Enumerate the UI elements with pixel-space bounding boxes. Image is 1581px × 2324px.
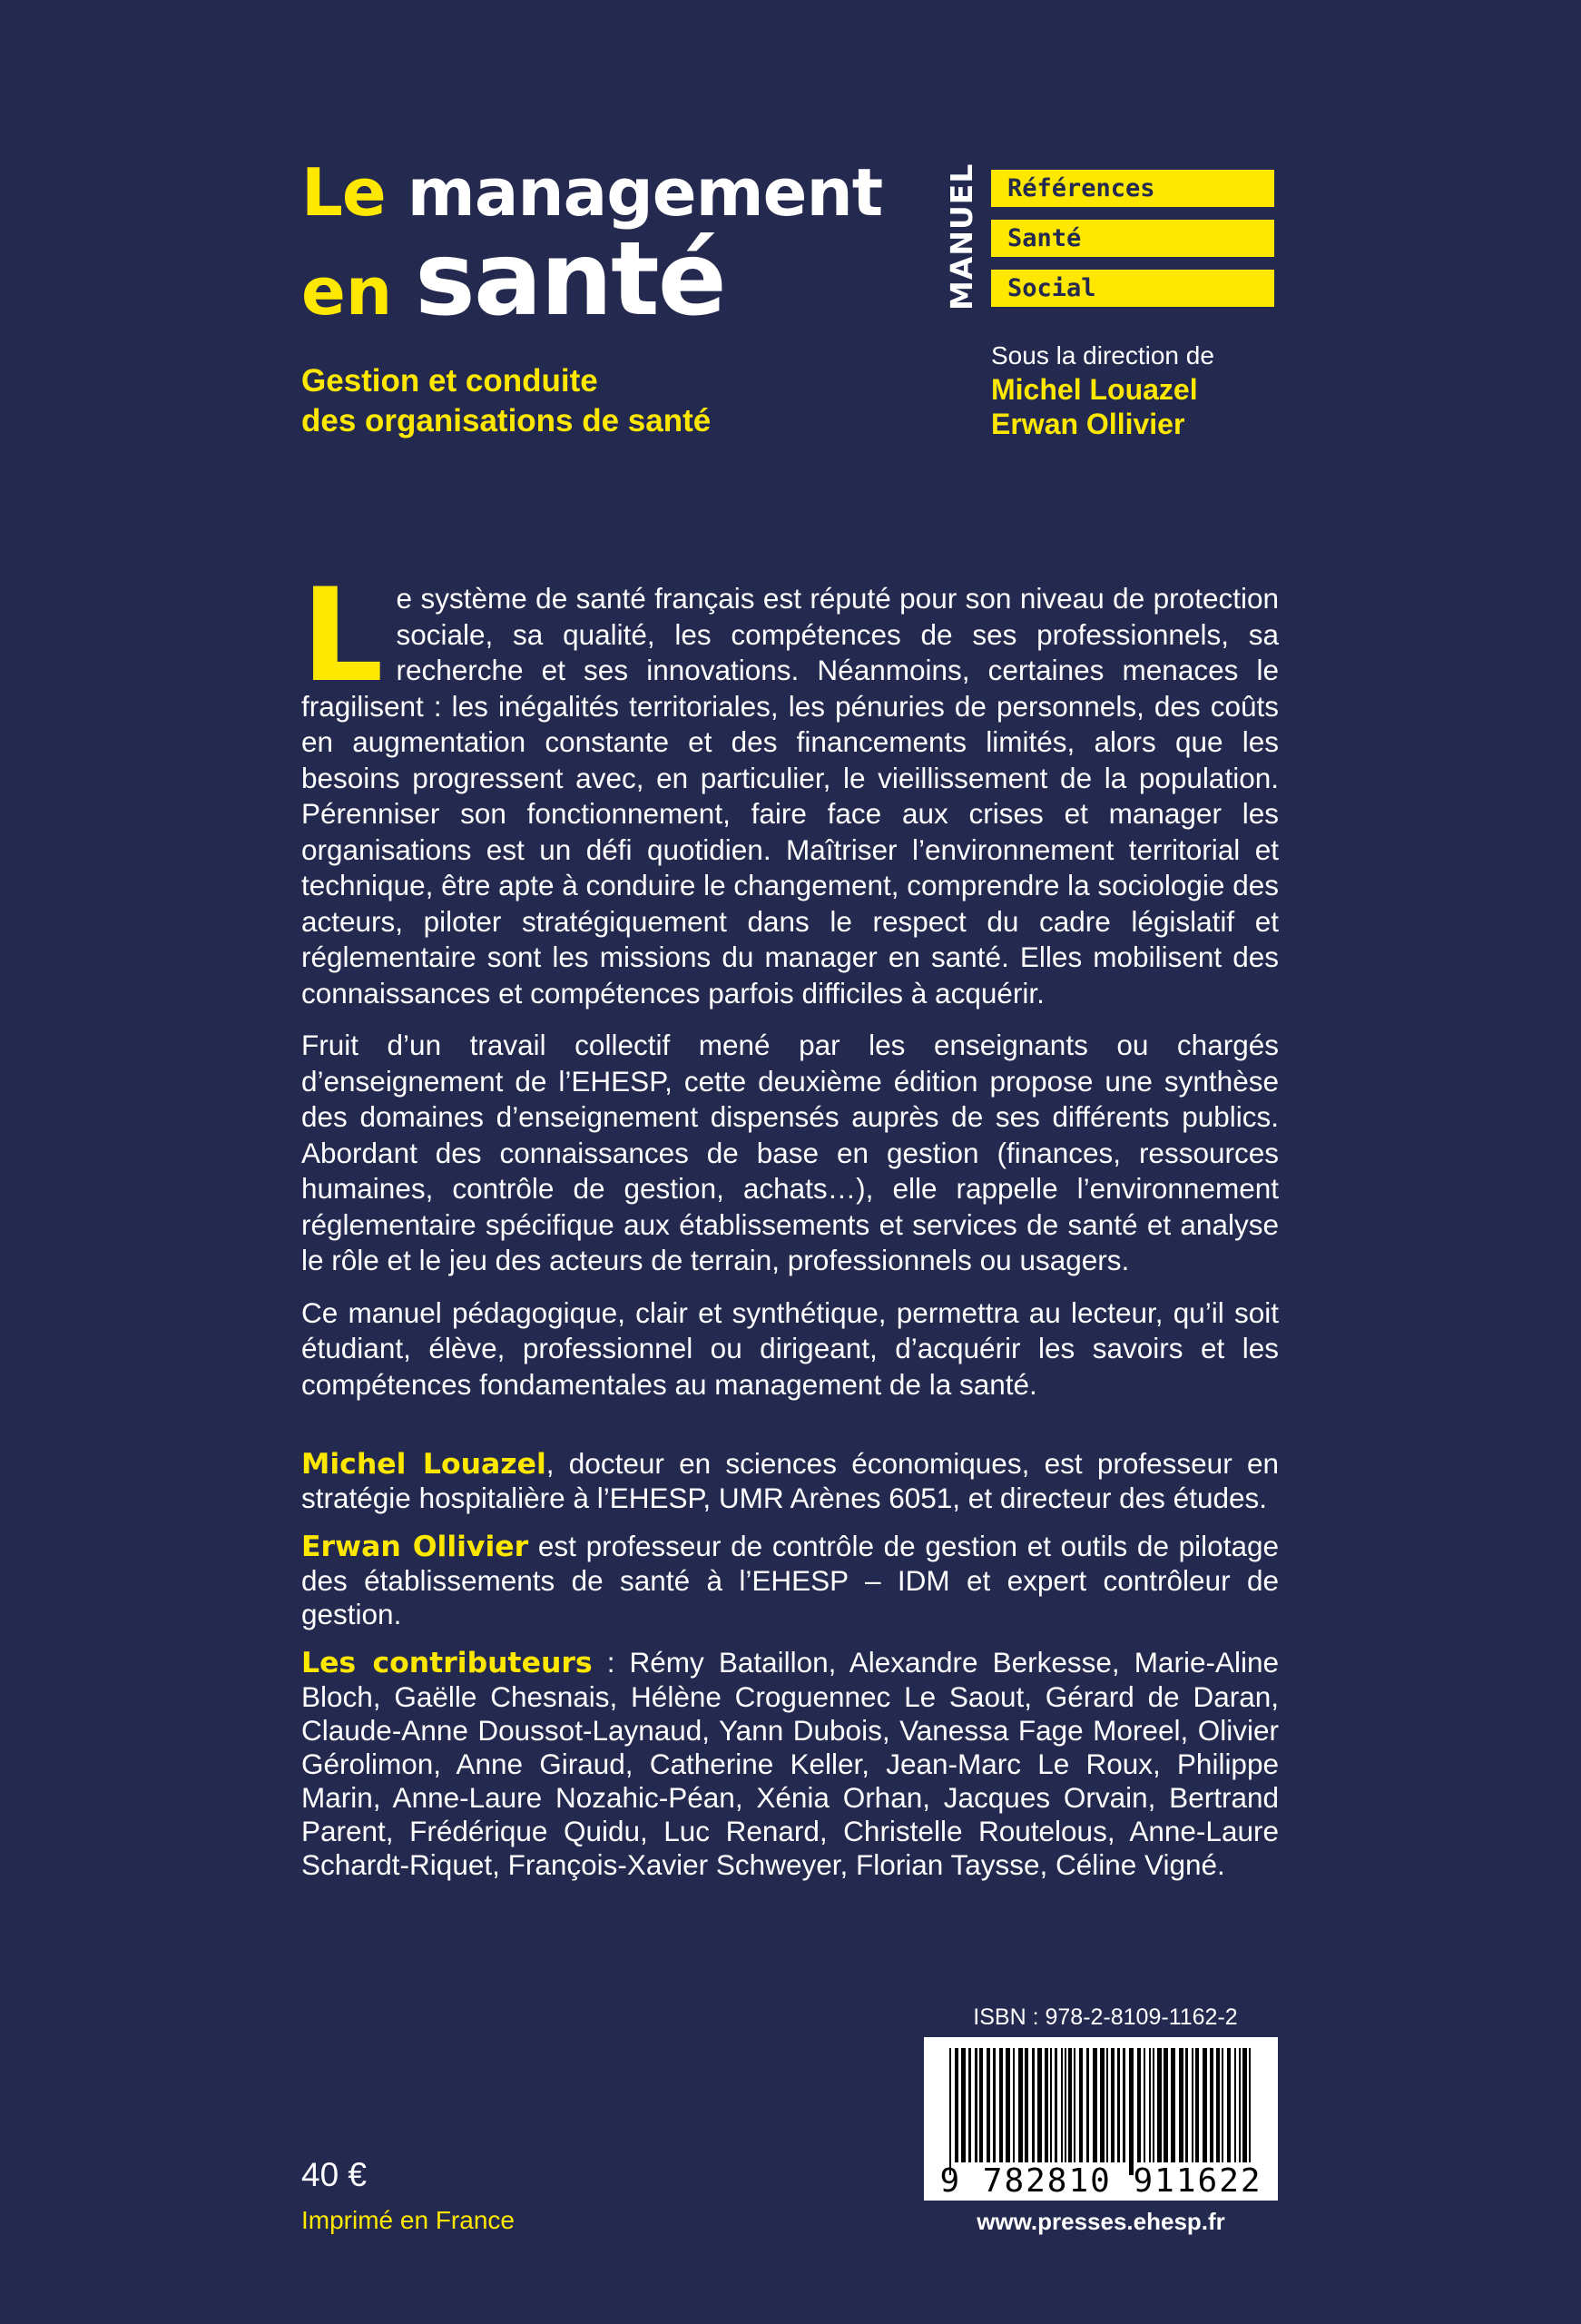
barcode-bar	[1227, 2048, 1231, 2162]
barcode-bar	[1157, 2048, 1162, 2162]
drop-cap: L	[301, 561, 384, 711]
barcode-bar	[1144, 2048, 1145, 2162]
barcode-bar	[1171, 2048, 1175, 2162]
barcode-bar	[1065, 2048, 1066, 2162]
barcode-bar	[1149, 2048, 1151, 2162]
barcode	[924, 2037, 1278, 2201]
book-subtitle	[301, 361, 810, 441]
book-title	[301, 154, 918, 339]
title-line-1	[301, 154, 918, 231]
bio-text: , docteur en sciences économiques, est professeur en stratégie hospitalière à l’EHESP, UMR Arènes 6051, et directeur des études.	[301, 1447, 1279, 1514]
title-word-management: management	[407, 154, 883, 231]
barcode-bar	[1222, 2048, 1223, 2162]
author-bios	[301, 1447, 1279, 1896]
barcode-bar	[1032, 2048, 1035, 2162]
collection-label: MANUEL	[944, 162, 979, 310]
barcode-bar	[1137, 2048, 1141, 2162]
contributors-list: : Rémy Bataillon, Alexandre Berkesse, Marie-Aline Bloch, Gaëlle Chesnais, Hélène Croguennec Le Saout, Gérard de Daran, Claude-Anne Doussot-Laynaud, Yann Dubois, Vanessa Fage Moreel, Olivier Gérolimon, Anne Giraud, Catherine Keller, Jean-Marc Le Roux, Philippe Marin, Anne-Laure Nozahic-Péan, Xénia Orhan, Jacques Orvain, Bertrand Parent, Frédérique Quidu, Luc Renard, Christelle Routelous, Anne-Laure Schardt-Riquet, François-Xavier Schweyer, Florian Taysse, Céline Vigné.	[301, 1646, 1279, 1881]
barcode-bar	[1093, 2048, 1097, 2162]
paragraph-1	[301, 561, 1279, 1011]
barcode-bar	[1111, 2048, 1115, 2162]
editor-name: Michel Louazel	[991, 373, 1198, 406]
barcode-bar	[1013, 2048, 1015, 2162]
barcode-bar	[955, 2048, 958, 2162]
barcode-bar	[1055, 2048, 1057, 2162]
barcode-bar	[1216, 2048, 1220, 2162]
subtitle-line-2: des organisations de santé	[301, 403, 712, 438]
title-word-sante: santé	[415, 221, 725, 339]
publisher-website: www.presses.ehesp.fr	[977, 2208, 1225, 2235]
barcode-bar	[1074, 2048, 1075, 2162]
barcode-bar	[1025, 2048, 1028, 2162]
barcode-bar	[1068, 2048, 1072, 2162]
barcode-bars	[949, 2048, 1251, 2175]
isbn: ISBN : 978-2-8109-1162-2	[973, 2004, 1238, 2030]
bio-name: Erwan Ollivier	[301, 1531, 529, 1563]
barcode-bar	[1164, 2048, 1168, 2162]
title-line-2	[301, 221, 918, 339]
barcode-bar	[1106, 2048, 1108, 2162]
collection-tag-social: Social	[991, 270, 1274, 307]
direction-label: Sous la direction de	[991, 341, 1214, 369]
collection-tag-references: Références	[991, 170, 1274, 207]
editor-name: Erwan Ollivier	[991, 408, 1185, 440]
editors-block	[991, 340, 1336, 441]
barcode-bar	[1037, 2048, 1042, 2162]
barcode-bar	[1249, 2048, 1251, 2162]
barcode-bar	[987, 2048, 990, 2162]
bio-ollivier	[301, 1530, 1279, 1631]
contributors-label: Les contributeurs	[301, 1647, 593, 1679]
barcode-bar	[1061, 2048, 1063, 2162]
subtitle-line-1: Gestion et conduite	[301, 363, 598, 399]
barcode-bar	[1129, 2048, 1134, 2175]
barcode-bar	[1234, 2048, 1236, 2162]
barcode-bar	[1045, 2048, 1048, 2162]
barcode-bar	[1006, 2048, 1010, 2162]
back-cover-text	[301, 561, 1279, 1419]
paragraph-1-text: e système de santé français est réputé pour son niveau de protection sociale, sa qualité, les compétences de ses professionnels, sa recherche et ses innovations. Néanmoins, certaines menaces le fragilisent : les inégalités territoriales, les pénuries de personnels, des coûts en augmentation constante et des financements limités, alors que les besoins progressent avec, en particulier, le vieillissement de la population. Pérenniser son fonctionnement, faire face aux crises et manager les organisations est un défi quotidien. Maîtriser l’environnement territorial et technique, être apte à conduire le changement, comprendre la sociologie des acteurs, piloter stratégiquement dans le respect du cadre législatif et réglementaire sont les missions du manager en santé. Elles mobilisent des connaissances et compétences parfois difficiles à acquérir.	[301, 582, 1279, 1009]
barcode-bar	[949, 2048, 951, 2175]
bio-name: Michel Louazel	[301, 1448, 546, 1481]
price: 40 €	[301, 2156, 368, 2193]
bio-louazel	[301, 1447, 1279, 1515]
barcode-bar	[1117, 2048, 1120, 2162]
barcode-bar	[968, 2048, 971, 2162]
barcode-bar	[961, 2048, 966, 2162]
barcode-bar	[1179, 2048, 1183, 2162]
barcode-graphic	[924, 2037, 1278, 2201]
barcode-bar	[1123, 2048, 1125, 2162]
barcode-bar	[999, 2048, 1003, 2162]
barcode-bar	[1018, 2048, 1023, 2162]
barcode-bar	[993, 2048, 996, 2162]
barcode-bar	[1210, 2048, 1213, 2162]
barcode-bar	[1185, 2048, 1188, 2162]
title-prefix-en: en	[301, 253, 393, 330]
title-prefix-le: Le	[301, 154, 386, 231]
barcode-bar	[1242, 2048, 1247, 2162]
barcode-bar	[1195, 2048, 1199, 2162]
barcode-digits: 9 782810 911622	[939, 2162, 1262, 2200]
barcode-bar	[975, 2048, 977, 2162]
barcode-bar	[979, 2048, 983, 2162]
barcode-bar	[1100, 2048, 1105, 2162]
barcode-bar	[1050, 2048, 1052, 2162]
barcode-bar	[1192, 2048, 1193, 2162]
collection-tag-sante: Santé	[991, 220, 1274, 257]
contributors	[301, 1646, 1279, 1882]
printed-in-france: Imprimé en France	[301, 2206, 515, 2234]
barcode-bar	[1086, 2048, 1089, 2162]
paragraph-2: Fruit d’un travail collectif mené par les enseignants ou chargés d’enseignement de l’EHESP, cette deuxième édition propose une synthèse des domaines d’enseignement dispensés auprès de ses différents publics. Abordant des connaissances de base en gestion (finances, ressources humaines, contrôle de gestion, achats…), elle rappelle l’environnement réglementaire spécifique aux établissements et services de santé et analyse le rôle et le jeu des acteurs de terrain, professionnels ou usagers.	[301, 1029, 1279, 1276]
paragraph-3: Ce manuel pédagogique, clair et synthétique, permettra au lecteur, qu’il soit étudiant, élève, professionnel ou dirigeant, d’acquérir les savoirs et les compétences fondamentales au management de la santé.	[301, 1295, 1279, 1401]
barcode-bar	[1203, 2048, 1207, 2162]
bio-text: est professeur de contrôle de gestion et outils de pilotage des établissements de santé à l’EHESP – IDM et expert contrôleur de gestion.	[301, 1530, 1280, 1630]
barcode-bar	[1153, 2048, 1154, 2162]
barcode-bar	[1239, 2048, 1241, 2162]
barcode-bar	[1079, 2048, 1083, 2162]
